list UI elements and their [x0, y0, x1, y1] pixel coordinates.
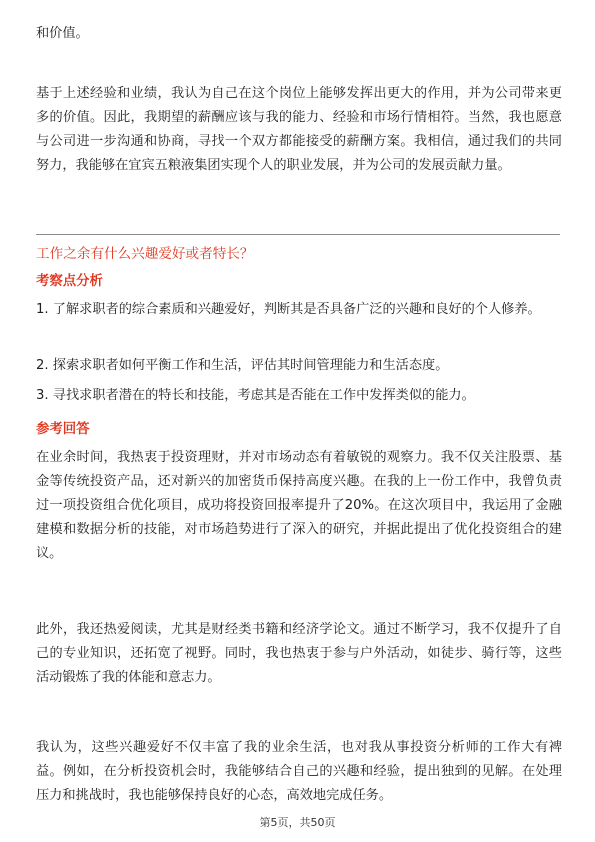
analysis-point-3: 3. 寻找求职者潜在的特长和技能，考虑其是否能在工作中发挥类似的能力。	[36, 388, 475, 403]
answer-paragraph-1: 在业余时间，我热衷于投资理财，并对市场动态有着敏锐的观察力。我不仅关注股票、基金等传统投资产品，还对新兴的加密货币保持高度兴趣。在我的上一份工作中，我曾负责过一项投资组合优化项目，成功将投资回报率提升了20%。在这次项目中，我运用了金融建模和数据分析的技能，对市场趋势进行了深入的研究，并据此提出了优化投资组合的建议。	[36, 450, 562, 561]
analysis-heading: 考察点分析	[36, 274, 103, 289]
page-number: 第5页，共50页	[259, 816, 336, 829]
interview-question: 工作之余有什么兴趣爱好或者特长？	[36, 246, 254, 262]
answer-heading: 参考回答	[36, 422, 90, 437]
analysis-point-2: 2. 探索求职者如何平衡工作和生活，评估其时间管理能力和生活态度。	[36, 358, 449, 373]
analysis-point-1: 1. 了解求职者的综合素质和兴趣爱好，判断其是否具备广泛的兴趣和良好的个人修养。	[36, 302, 541, 317]
conclusion-paragraph: 基于上述经验和业绩，我认为自己在这个岗位上能够发挥出更大的作用，并为公司带来更多的价值。因此，我期望的薪酬应该与我的能力、经验和市场行情相符。当然，我也愿意与公司进一步沟通和协商，寻找一个双方都能接受的薪酬方案。我相信，通过我们的共同努力，我能够在宜宾五粮液集团实现个人的职业发展，并为公司的发展贡献力量。	[36, 86, 562, 173]
answer-paragraph-3: 我认为，这些兴趣爱好不仅丰富了我的业余生活，也对我从事投资分析师的工作大有裨益。例如，在分析投资机会时，我能够结合自己的兴趣和经验，提出独到的见解。在处理压力和挑战时，我也能够保持良好的心态，高效地完成任务。	[36, 740, 562, 803]
previous-paragraph-ending: 和价值。	[36, 26, 89, 41]
section-divider	[36, 234, 560, 235]
answer-paragraph-2: 此外，我还热爱阅读，尤其是财经类书籍和经济学论文。通过不断学习，我不仅提升了自己的专业知识，还拓宽了视野。同时，我也热衷于参与户外活动，如徒步、骑行等，这些活动锻炼了我的体能和意志力。	[36, 622, 562, 685]
